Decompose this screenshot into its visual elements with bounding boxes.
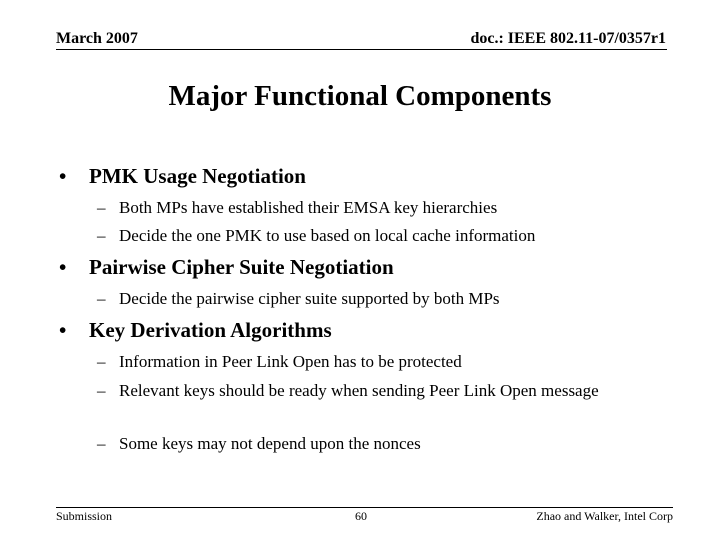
bullet-item <box>59 164 306 189</box>
slide-title: Major Functional Components <box>168 80 552 112</box>
header-date: March 2007 <box>56 30 138 47</box>
dash-icon: – <box>97 289 106 308</box>
bullet-text: PMK Usage Negotiation <box>89 164 306 188</box>
bullet-icon: • <box>59 164 67 188</box>
dash-icon: – <box>97 434 106 453</box>
sub-bullet-item <box>97 350 637 374</box>
sub-bullet-text: Decide the one PMK to use based on local cache information <box>119 226 536 245</box>
bullet-icon: • <box>59 318 67 342</box>
bullet-icon: • <box>59 255 67 279</box>
dash-icon: – <box>97 198 106 217</box>
bullet-text: Key Derivation Algorithms <box>89 318 332 342</box>
sub-bullet-item <box>97 287 637 311</box>
page-number: 60 <box>355 509 367 523</box>
sub-bullet-item <box>97 196 637 220</box>
bullet-text: Pairwise Cipher Suite Negotiation <box>89 255 394 279</box>
sub-bullet-item <box>97 224 637 248</box>
footer-divider <box>56 507 673 508</box>
sub-bullet-item <box>97 432 637 456</box>
sub-bullet-text: Both MPs have established their EMSA key hierarchies <box>119 198 498 217</box>
sub-bullet-item <box>97 379 617 403</box>
bullet-item <box>59 255 394 280</box>
sub-bullet-text: Relevant keys should be ready when sending Peer Link Open message <box>119 381 599 400</box>
footer-submission: Submission <box>56 509 113 523</box>
footer-authors: Zhao and Walker, Intel Corp <box>536 509 673 523</box>
dash-icon: – <box>97 226 106 245</box>
sub-bullet-text: Decide the pairwise cipher suite supported by both MPs <box>119 289 500 308</box>
sub-bullet-text: Information in Peer Link Open has to be protected <box>119 352 462 371</box>
header-doc-id: doc.: IEEE 802.11-07/0357r1 <box>470 30 666 47</box>
dash-icon: – <box>97 352 106 371</box>
dash-icon: – <box>97 381 106 400</box>
sub-bullet-text: Some keys may not depend upon the nonces <box>119 434 421 453</box>
bullet-item <box>59 318 332 343</box>
